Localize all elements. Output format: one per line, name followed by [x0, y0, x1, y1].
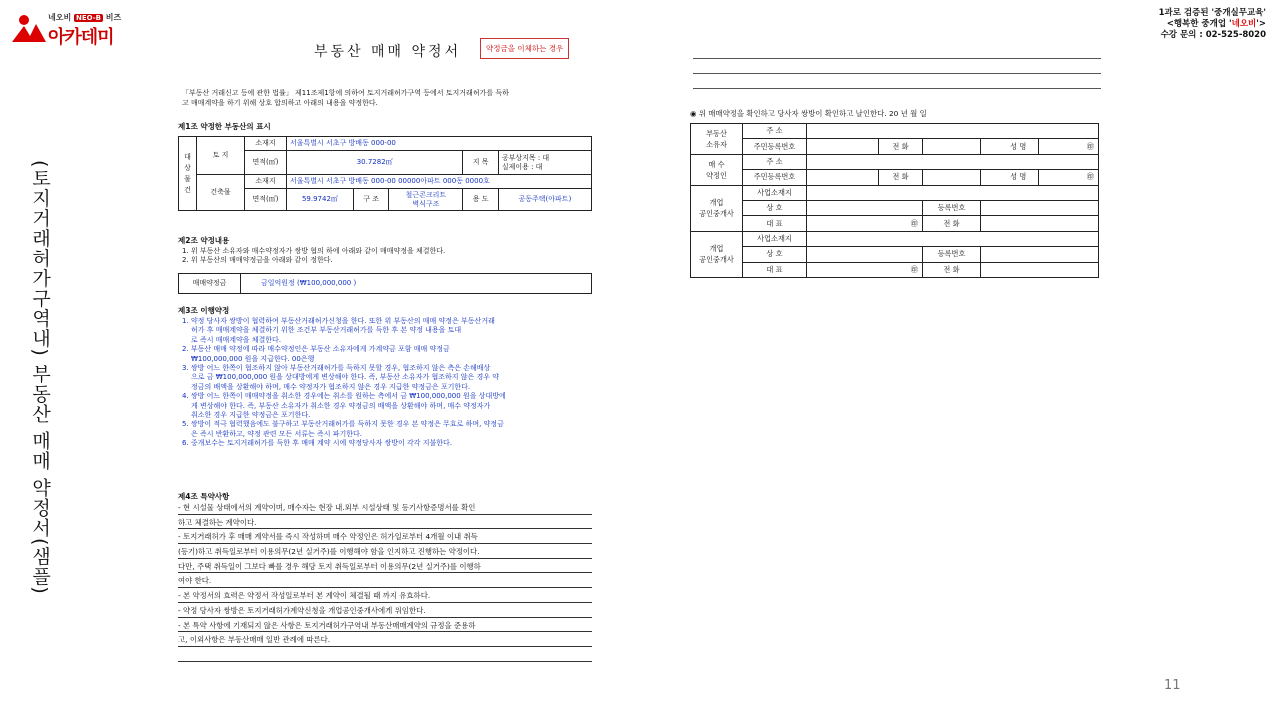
- article-3-line: 4. 쌍방 어느 한쪽이 매매약정을 취소한 경우에는 취소를 원하는 측에서 금 ₩100,000,000 원을 상대방에: [182, 392, 506, 401]
- building-address-label: 소재지: [245, 175, 287, 189]
- building-address: 서울특별시 서초구 방배동 000-00 00000아파트 000동 0000호: [287, 175, 592, 189]
- building-area: 59.9742㎡: [287, 189, 354, 211]
- intro-text: 「부동산 거래신고 등에 관한 법률」 제11조제1항에 의하여 토지거래허가구역 등에서 토지거래허가를 득하 고 매매계약을 하기 위해 상호 합의하고 아래의 내용을 약정한다.: [182, 89, 509, 107]
- owner-id-field: [807, 139, 879, 154]
- course-ad: [1159, 8, 1266, 41]
- buyer-address-field: [807, 154, 1099, 169]
- jimok-value: 공부상지목 : 대 실제이용 : 대: [498, 151, 591, 175]
- ad-line-3: 수강 문의 : 02-525-8020: [1160, 30, 1266, 40]
- special-term-line: - 본 약정서의 효력은 약정서 작성일로부터 본 계약이 체결될 때 까지 유효하다.: [178, 588, 592, 603]
- article-4-heading: 제4조 특약사항: [178, 492, 230, 501]
- owner-phone-field: [923, 139, 981, 154]
- logo-sub-text: 네오비: [48, 13, 72, 22]
- agent-1-rep-label: 대 표: [743, 216, 807, 231]
- article-3-line: 로 즉시 매매계약을 체결한다.: [191, 335, 282, 344]
- article-2-item: 2. 위 부동산의 매매약정금을 아래와 같이 정한다.: [182, 256, 333, 265]
- jimok-label: 지 목: [463, 151, 498, 175]
- owner-id-label: 주민등록번호: [743, 139, 807, 154]
- buyer-label: 매 수 약정인: [691, 154, 743, 185]
- agent-1-label: 개업 공인중개사: [691, 185, 743, 231]
- agreement-document: [178, 40, 598, 680]
- land-address-label: 소재지: [245, 137, 287, 151]
- price-label: 매매약정금: [179, 274, 241, 294]
- owner-address-label: 주 소: [743, 124, 807, 139]
- article-3-line: 2. 부동산 매매 약정에 따라 매수약정인은 부동산 소유자에게 가계약금 포함 매매 약정금: [182, 345, 450, 354]
- use-label: 용 도: [463, 189, 498, 211]
- special-term-line: - 본 특약 사항에 기재되지 않은 사항은 토지거래허가구역내 부동산매매계약의 규정을 준용하: [178, 618, 592, 633]
- special-term-line: 여야 한다.: [178, 573, 592, 588]
- special-term-line: - 약정 당사자 쌍방은 토지거래허가계약신청을 개업공인중개사에게 위임한다.: [178, 603, 592, 618]
- transfer-badge: 약정금을 이체하는 경우: [480, 38, 569, 59]
- special-term-line: 다만, 주택 취득일이 그보다 빠를 경우 해당 토지 취득일로부터 이용의무(2년 실거주)를 이행하: [178, 559, 592, 574]
- structure-value: 철근콘크리트 벽식구조: [389, 189, 463, 211]
- buyer-address-label: 주 소: [743, 154, 807, 169]
- blank-line: [693, 58, 1101, 59]
- article-3-line: 3. 쌍방 어느 한쪽이 협조하지 않아 부동산거래허가를 득하지 못할 경우, 협조하지 않은 측은 손해배상: [182, 364, 491, 373]
- land-label: 토 지: [197, 137, 245, 175]
- article-3-line: 5. 쌍방이 적극 협력했음에도 불구하고 부동산거래허가를 득하지 못한 경우 본 약정은 무효로 하며, 약정금: [182, 420, 504, 429]
- agent-2-trade-label: 상 호: [743, 247, 807, 262]
- special-term-line: - 토지거래허가 후 매매 계약서를 즉시 작성하며 매수 약정인은 허가일로부터 4개월 이내 취득: [178, 529, 592, 544]
- special-terms: [178, 500, 592, 662]
- page-number: 11: [1164, 678, 1181, 693]
- agent-2-label: 개업 공인중개사: [691, 231, 743, 277]
- building-area-label: 면적(㎡): [245, 189, 287, 211]
- article-3-line: 6. 중개보수는 토지거래허가를 득한 후 매매 계약 시에 약정당사자 쌍방이 각각 지불한다.: [182, 439, 453, 448]
- logo-sub2-text: 비즈: [105, 13, 122, 22]
- agent-2-seal: ㊞: [807, 262, 923, 277]
- agent-2-rep-label: 대 표: [743, 262, 807, 277]
- ad-line-2: <행복한 중개업 '네오비'>: [1166, 19, 1266, 29]
- agent-1-phone-label: 전 화: [923, 216, 981, 231]
- land-address: 서울특별시 서초구 방배동 000-00: [287, 137, 592, 151]
- article-3-line: 으로 금 ₩100,000,000 원을 상대방에게 변상해야 한다. 즉, 부동산 소유자가 협조하지 않은 경우 약: [191, 373, 499, 382]
- article-3-line: 허가 후 매매계약을 체결하기 위한 조건부 부동산거래허가를 득한 후 본 약정 내용을 토대: [191, 326, 462, 335]
- structure-label: 구 조: [353, 189, 388, 211]
- special-term-line: - 현 시설물 상태에서의 계약이며, 매수자는 현장 내.외부 시설상태 및 등기사항증명서를 확인: [178, 500, 592, 515]
- blank-line: [693, 73, 1101, 74]
- ad-line-1: 1과로 검증된 '중개실무교육': [1158, 8, 1266, 18]
- building-label: 건축물: [197, 175, 245, 211]
- price-value: 금일억원정 (₩100,000,000 ): [241, 274, 592, 294]
- land-area: 30.7282㎡: [287, 151, 463, 175]
- academy-logo: [10, 10, 140, 50]
- article-3-list: [182, 317, 596, 449]
- article-3-line: 1. 약정 당사자 쌍방이 협력하여 부동산거래허가신청을 한다. 또한 위 부동산의 매매 약정은 부동산거래: [182, 317, 495, 325]
- agent-2-office-label: 사업소재지: [743, 231, 807, 246]
- agent-1-reg-label: 등록번호: [923, 200, 981, 215]
- owner-seal: ㊞: [1039, 139, 1099, 154]
- agent-2-reg-label: 등록번호: [923, 247, 981, 262]
- owner-address-field: [807, 124, 1099, 139]
- special-term-line: 하고 체결하는 계약이다.: [178, 515, 592, 530]
- land-area-label: 면적(㎡): [245, 151, 287, 175]
- special-term-line: 고, 이외사항은 부동산매매 일반 관례에 따른다.: [178, 632, 592, 647]
- buyer-id-label: 주민등록번호: [743, 170, 807, 185]
- confirmation-text: ◉ 위 매매약정을 확인하고 당사자 쌍방이 확인하고 날인한다. 20 년 월 일: [690, 109, 927, 118]
- special-term-line: [178, 647, 592, 662]
- special-term-line: (등기)하고 취득일로부터 이용의무(2년 실거주)를 이행해야 함을 인지하고 진행하는 약정이다.: [178, 544, 592, 559]
- agent-2-phone-label: 전 화: [923, 262, 981, 277]
- agent-1-seal: ㊞: [807, 216, 923, 231]
- agent-1-trade-label: 상 호: [743, 200, 807, 215]
- property-group-label: 대 상 물 건: [179, 137, 197, 211]
- use-value: 공동주택(아파트): [498, 189, 591, 211]
- owner-name-label: 성 명: [999, 139, 1039, 154]
- agent-1-office-label: 사업소재지: [743, 185, 807, 200]
- article-2-item: 1. 위 부동산 소유자와 매수약정자가 쌍방 협의 하에 아래와 같이 매매약정을 체결한다.: [182, 247, 446, 255]
- document-title: 부동산 매매 약정서: [314, 44, 462, 60]
- article-3-heading: 제3조 이행약정: [178, 306, 230, 315]
- logo-main-text: 아카데미: [48, 27, 114, 48]
- property-table: [178, 136, 592, 211]
- price-table: [178, 273, 592, 294]
- article-3-line: 게 변상해야 한다. 즉, 부동산 소유자가 취소한 경우 약정금의 배액을 상환해야 하며, 매수 약정자가: [191, 401, 491, 410]
- article-2-heading: 제2조 약정내용: [178, 236, 230, 245]
- article-2-list: [182, 247, 445, 266]
- buyer-phone-field: [923, 170, 981, 185]
- buyer-phone-label: 전 화: [879, 170, 923, 185]
- article-3-line: ₩100,000,000 원을 지급한다. 00은행: [191, 354, 315, 363]
- owner-label: 부동산 소유자: [691, 124, 743, 155]
- article-3-line: 은 즉시 반환하고, 약정 관련 모든 서류는 즉시 파기한다.: [191, 429, 363, 438]
- slide-vertical-title: (토지거래허가구역내) 부동산 매매 약정서(샘플): [29, 160, 51, 595]
- buyer-seal: ㊞: [1039, 170, 1099, 185]
- buyer-id-field: [807, 170, 879, 185]
- owner-phone-label: 전 화: [879, 139, 923, 154]
- buyer-name-label: 성 명: [999, 170, 1039, 185]
- article-1-heading: 제1조 약정한 부동산의 표시: [178, 122, 271, 131]
- blank-line: [693, 88, 1101, 89]
- article-3-line: 정금의 배액을 상환해야 하며, 매수 약정자가 협조하지 않은 경우 지급한 약정금은 포기한다.: [191, 382, 471, 391]
- logo-mark-icon: [10, 12, 48, 46]
- logo-tag: NEO-B: [75, 14, 101, 22]
- signature-table: [690, 123, 1099, 278]
- article-3-line: 취소한 경우 지급한 약정금은 포기한다.: [191, 411, 311, 420]
